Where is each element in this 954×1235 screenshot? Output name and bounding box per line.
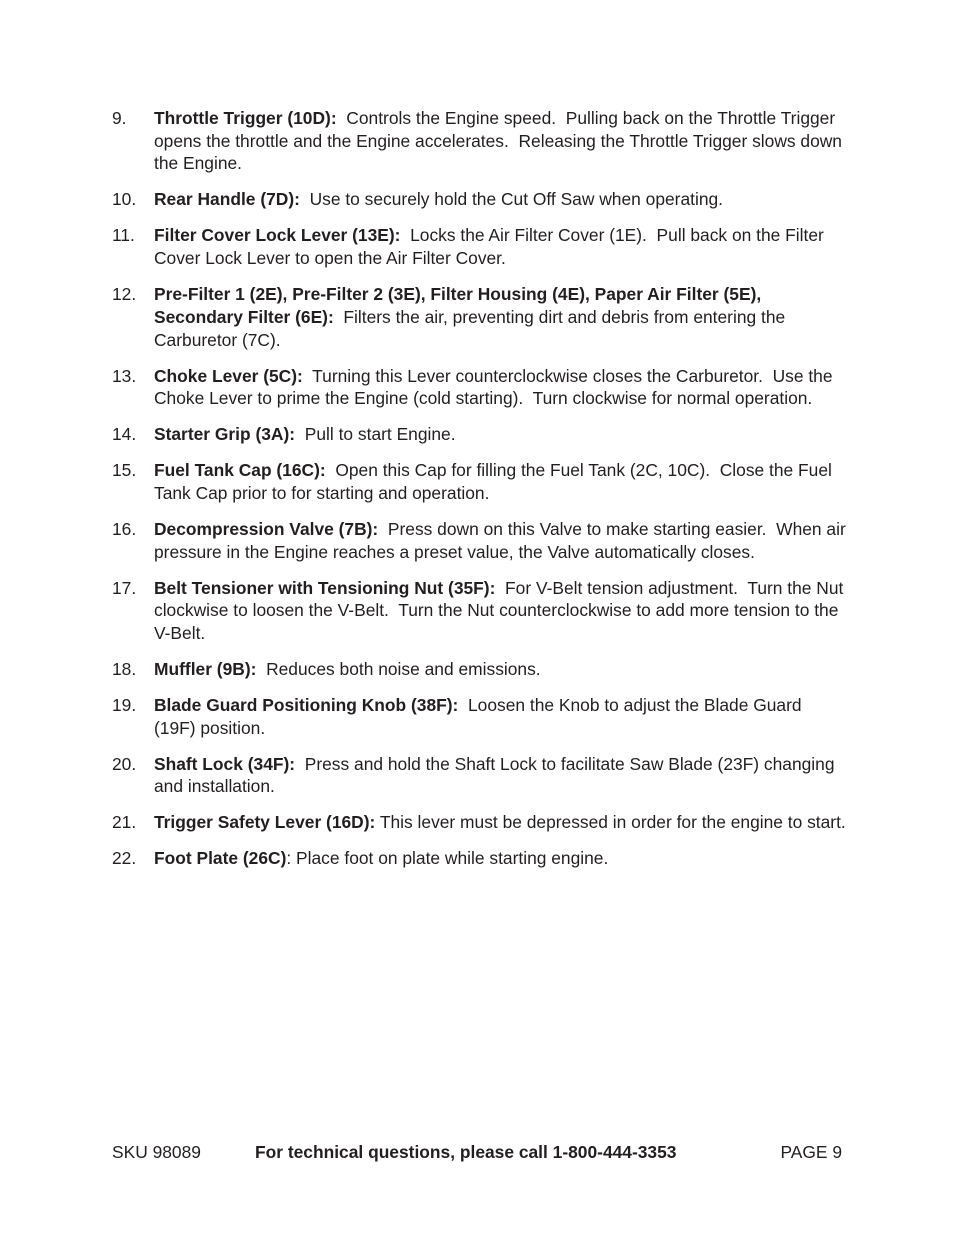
list-item [112,811,846,834]
item-text: Locks the Air Filter Cover (1E). Pull back on the Filter Cover Lock Lever to open the Air Filter Cover. [154,225,829,269]
item-number: 21. [112,812,137,833]
item-text: Reduces both noise and emissions. [256,659,541,680]
list-item [112,658,846,681]
item-number: 22. [112,848,137,869]
item-term: Choke Lever (5C): [154,365,303,386]
list-item [112,694,846,739]
item-text: Filters the air, preventing dirt and debris from entering the Carburetor (7C). [154,306,791,350]
item-text: Pull to start Engine. [295,424,456,445]
item-term: Blade Guard Positioning Knob (38F): [154,695,459,716]
item-text: For V-Belt tension adjustment. Turn the Nut clockwise to loosen the V-Belt. Turn the Nut counterclockwise to add more tension to the V-Belt. [154,577,849,644]
page-footer [112,1140,842,1164]
item-term: Rear Handle (7D): [154,189,300,210]
item-text: Use to securely hold the Cut Off Saw when operating. [299,189,724,210]
item-number: 13. [112,365,137,386]
list-item [112,847,846,870]
item-term: Shaft Lock (34F): [154,753,296,774]
list-item [112,753,846,798]
item-term: Pre-Filter 1 (2E), Pre-Filter 2 (3E), Filter Housing (4E), Paper Air Filter (5E), Secondary Filter (6E): [154,284,762,327]
item-description [154,811,846,834]
list-item [112,423,846,446]
item-term: Muffler (9B): [154,659,257,680]
footer-sku: SKU 98089 [112,1142,201,1162]
item-text: : Place foot on plate while starting engine. [286,848,609,869]
item-number: 14. [112,424,137,445]
item-term: Filter Cover Lock Lever (13E): [154,225,401,246]
list-item [112,188,846,211]
item-description [154,188,846,211]
item-term: Decompression Valve (7B): [154,518,379,539]
item-number: 10. [112,189,137,210]
item-description [154,694,846,739]
list-item [112,518,851,563]
item-number: 16. [112,518,137,539]
item-description [154,658,846,681]
item-text: This lever must be depressed in order for the engine to start. [375,812,846,833]
footer-page-number: PAGE 9 [780,1142,842,1162]
item-description [154,518,851,563]
item-text: Loosen the Knob to adjust the Blade Guard (19F) position. [154,695,807,738]
item-description [154,283,846,351]
feature-list [112,107,851,883]
item-number: 18. [112,659,137,680]
footer-support-line: For technical questions, please call 1-800-444-3353 [255,1142,677,1162]
item-number: 15. [112,460,137,481]
item-number: 17. [112,577,137,598]
list-item [112,459,846,504]
item-term: Belt Tensioner with Tensioning Nut (35F): [154,577,496,598]
item-description [154,577,849,645]
item-number: 20. [112,753,137,774]
item-description [154,423,846,446]
item-description [154,847,846,870]
item-number: 9. [112,108,127,128]
item-text: Open this Cap for filling the Fuel Tank (2C, 10C). Close the Fuel Tank Cap prior to for starting and operation. [154,460,837,503]
item-description [154,224,846,269]
list-item [112,365,846,410]
item-number: 19. [112,695,137,716]
item-description [154,753,846,798]
item-text: Press down on this Valve to make starting easier. When air pressure in the Engine reaches a preset value, the Valve automatically closes. [154,518,851,562]
list-item [112,107,846,175]
item-description [154,459,846,504]
item-text: Controls the Engine speed. Pulling back on the Throttle Trigger opens the throttle and the Engine accelerates. Releasing the Throttle Trigger slows down the Engine. [154,108,847,174]
item-term: Trigger Safety Lever (16D): [154,812,376,833]
list-item [112,224,846,269]
item-term: Starter Grip (3A): [154,424,296,445]
item-text: Turning this Lever counterclockwise closes the Carburetor. Use the Choke Lever to prime the Engine (cold starting). Turn clockwise for normal operation. [154,365,838,409]
list-item [112,283,846,351]
item-term: Fuel Tank Cap (16C): [154,460,326,481]
list-item [112,577,849,645]
item-term: Throttle Trigger (10D): [154,108,337,128]
item-description [154,365,846,410]
item-text: Press and hold the Shaft Lock to facilitate Saw Blade (23F) changing and installation. [154,753,840,797]
item-number: 11. [112,225,135,246]
item-number: 12. [112,284,137,305]
item-description [154,107,846,175]
item-term: Foot Plate (26C) [154,848,287,869]
